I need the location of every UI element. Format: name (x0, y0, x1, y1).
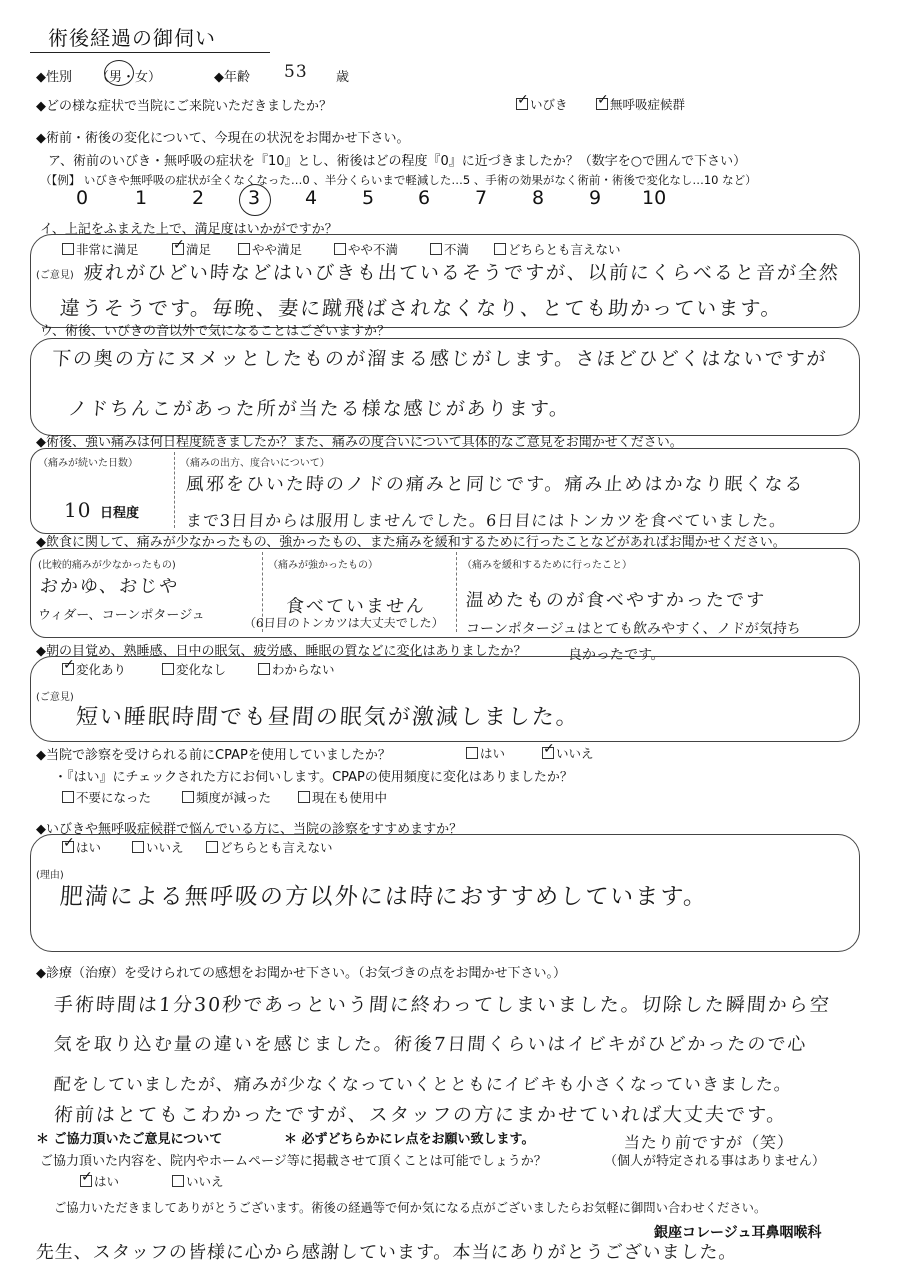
consent-note: （個人が特定される事はありません） (604, 1154, 826, 1169)
satisfaction-option[interactable] (494, 240, 621, 258)
checkbox-checked-icon[interactable] (516, 98, 528, 110)
satisfaction-option[interactable] (172, 240, 211, 258)
option-label: はい (94, 1174, 120, 1189)
scale-row (0, 187, 900, 213)
scale-9[interactable]: 9 (589, 187, 602, 209)
option-label: いいえ (146, 840, 184, 855)
cpap-question: ◆当院で診察を受けられる前にCPAPを使用していましたか？ (36, 748, 391, 763)
sleep-option[interactable] (258, 660, 335, 678)
checkbox-icon[interactable] (62, 791, 74, 803)
gender-options: （男・女） (96, 70, 162, 85)
gender-label: ◆性別 (36, 70, 72, 85)
option-label: いいえ (186, 1174, 224, 1189)
satisfaction-question: イ、上記をふまえた上で、満足度はいかがですか？ (40, 222, 338, 237)
checkbox-checked-icon[interactable] (80, 1175, 92, 1187)
food-col3-label: （痛みを緩和するために行ったこと） (462, 560, 632, 571)
age-label: ◆年齢 (214, 70, 250, 85)
option-label: 変化あり (76, 662, 127, 677)
pain-days-value[interactable]: 10 (64, 498, 92, 522)
recommend-option[interactable] (132, 838, 184, 856)
food-col3-line1[interactable]: 温めたものが食べやすかったです (465, 590, 767, 611)
sleep-question: ◆朝の目覚め、熟睡感、日中の眠気、疲労感、睡眠の質などに変化はありましたか？ (36, 644, 527, 659)
option-label: 変化なし (176, 662, 227, 677)
scale-selection-circle (239, 184, 271, 216)
other-answer-line2[interactable]: ノドちんこがあった所が当たる様な感じがあります。 (67, 398, 571, 420)
change-example: （【例】 いびきや無呼吸の症状が全くなくなった…0 、半分くらいまで軽減した…5 、手術の効果がなく術前・術後で変化なし…10 など） (40, 173, 757, 187)
age-unit: 歳 (336, 70, 350, 85)
consent-header1: ＊ ご協力頂いたご意見について (36, 1132, 223, 1147)
impression-line3[interactable]: 配をしていましたが、痛みが少なくなっていくとともにイビキも小さくなっていきました。 (53, 1075, 793, 1095)
food-divider (456, 552, 457, 632)
pain-answer-line2[interactable]: まで3日目からは服用しませんでした。6日目にはトンカツを食べていました。 (185, 511, 787, 530)
sleep-answer[interactable]: 短い睡眠時間でも昼間の眠気が激減しました。 (74, 705, 581, 730)
checkbox-icon[interactable] (172, 1175, 184, 1187)
pain-divider (174, 452, 175, 528)
scale-3-selected[interactable]: 3 (248, 187, 261, 209)
option-label: やや不満 (348, 242, 399, 257)
symptom-question: ◆どの様な症状で当院にご来院いただきましたか？ (36, 99, 332, 114)
impression-line5[interactable]: 当たり前ですが（笑） (623, 1133, 795, 1152)
gender-circle-mark (104, 60, 134, 86)
food-col1-line2[interactable]: ウィダー、コーンポタージュ (37, 608, 206, 623)
option-label: 不満 (444, 242, 470, 257)
checkbox-icon[interactable] (494, 243, 506, 255)
scale-1[interactable]: 1 (135, 187, 148, 209)
option-label: どちらとも言えない (220, 840, 333, 855)
option-label: 現在も使用中 (312, 790, 388, 805)
consent-yes[interactable] (80, 1172, 119, 1190)
cpap-option[interactable] (182, 788, 271, 806)
food-col2-line1[interactable]: 食べていません (285, 596, 427, 617)
option-label: やや満足 (252, 242, 303, 257)
satisfaction-answer-line1[interactable]: 疲れがひどい時などはいびきも出ているそうですが、以前にくらべると音が全然 (83, 262, 841, 284)
impression-line4[interactable]: 術前はとてもこわかったですが、スタッフの方にまかせていれば大丈夫です。 (53, 1104, 789, 1126)
impression-line1[interactable]: 手術時間は1分30秒であっという間に終わってしまいました。切除した瞬間から空 (53, 994, 832, 1016)
option-label: はい (76, 840, 102, 855)
food-col1-line1[interactable]: おかゆ、おじや (39, 576, 180, 597)
option-label: 満足 (186, 242, 212, 257)
page-title: 術後経過の御伺い (48, 26, 216, 50)
checkbox-checked-icon[interactable] (542, 747, 554, 759)
consent-thanks: ご協力いただきましてありがとうございます。術後の経過等で何か気になる点がございましたらお気軽に御問い合わせください。 (54, 1201, 767, 1215)
change-sub-question: ア、術前のいびき・無呼吸の症状を『10』とし、術後はどの程度『0』に近づきましたか？（数字を○で囲んで下さい） (48, 154, 747, 169)
impression-question: ◆診療（治療）を受けられての感想をお聞かせ下さい。（お気づきの点をお聞かせ下さい。） (36, 966, 566, 981)
pain-answer-line1[interactable]: 風邪をひいた時のノドの痛みと同じです。痛み止めはかなり眠くなる (185, 474, 806, 495)
checkbox-checked-icon[interactable] (62, 841, 74, 853)
age-value[interactable]: 53 (284, 62, 308, 82)
reason-label: (理由) (36, 870, 64, 881)
symptom-option-snoring[interactable] (516, 95, 568, 113)
sleep-option[interactable] (162, 660, 226, 678)
option-label: 非常に満足 (76, 242, 139, 257)
opinion-label: (ご意見) (36, 692, 74, 703)
pain-days-label: （痛みが続いた日数） (38, 458, 138, 469)
recommend-option[interactable] (62, 838, 101, 856)
checkbox-icon[interactable] (62, 243, 74, 255)
food-col3-line2[interactable]: コーンポタージュはとても飲みやすく、ノドが気持ち (465, 621, 802, 637)
satisfaction-option[interactable] (334, 240, 398, 258)
sleep-option[interactable] (62, 660, 126, 678)
pain-days-unit: 日程度 (100, 506, 140, 521)
checkbox-icon[interactable] (238, 243, 250, 255)
title-underline (30, 52, 270, 53)
checkbox-checked-icon[interactable] (172, 243, 184, 255)
cpap-followup: ・『はい』にチェックされた方にお伺いします。CPAPの使用頻度に変化はありましたか？ (54, 770, 573, 785)
scale-8[interactable]: 8 (532, 187, 545, 209)
recommend-option[interactable] (206, 838, 333, 856)
clinic-name: 銀座コレージュ耳鼻咽喉科 (654, 1225, 822, 1241)
closing-message[interactable]: 先生、スタッフの皆様に心から感謝しています。本当にありがとうございました。 (35, 1242, 739, 1263)
other-answer-line1[interactable]: 下の奥の方にヌメッとしたものが溜まる感じがします。さほどひどくはないですが (51, 348, 829, 370)
checkbox-checked-icon[interactable] (62, 663, 74, 675)
checkbox-icon[interactable] (182, 791, 194, 803)
option-label: いいえ (556, 746, 594, 761)
food-question: ◆飲食に関して、痛みが少なかったもの、強かったもの、また痛みを緩和するために行ったことなどがあればお聞かせください。 (36, 535, 786, 550)
checkbox-icon[interactable] (206, 841, 218, 853)
option-label: 無呼吸症候群 (610, 97, 686, 112)
consent-no[interactable] (172, 1172, 224, 1190)
scale-7[interactable]: 7 (475, 187, 488, 209)
other-question: ウ、術後、いびきの音以外で気になることはございますか？ (40, 324, 390, 339)
change-question: ◆術前・術後の変化について、今現在の状況をお聞かせ下さい。 (36, 131, 410, 146)
checkbox-icon[interactable] (132, 841, 144, 853)
checkbox-icon[interactable] (334, 243, 346, 255)
scale-6[interactable]: 6 (418, 187, 431, 209)
opinion-label: (ご意見) (36, 270, 74, 281)
scale-4[interactable]: 4 (305, 187, 318, 209)
cpap-option[interactable] (62, 788, 151, 806)
option-label: いびき (530, 97, 568, 112)
consent-header2: ＊ 必ずどちらかにレ点をお願い致します。 (284, 1132, 535, 1147)
satisfaction-option[interactable] (62, 240, 139, 258)
scale-10[interactable]: 10 (642, 187, 667, 209)
satisfaction-option[interactable] (238, 240, 302, 258)
recommend-answer[interactable]: 肥満による無呼吸の方以外には時におすすめしています。 (58, 884, 710, 910)
cpap-no[interactable] (542, 744, 594, 762)
checkbox-icon[interactable] (298, 791, 310, 803)
option-label: 頻度が減った (196, 790, 272, 805)
consent-question: ご協力頂いた内容を、院内やホームページ等に掲載させて頂くことは可能でしょうか？ (40, 1154, 547, 1169)
recommend-question: ◆いびきや無呼吸症候群で悩んでいる方に、当院の診察をすすめますか？ (36, 822, 463, 837)
food-col2-line2[interactable]: （6日目のトンカツは大丈夫でした） (243, 616, 445, 630)
food-col3-line3[interactable]: 良かったです。 (567, 647, 666, 663)
food-col1-label: (比較的痛みが少なかったもの) (38, 560, 176, 571)
checkbox-checked-icon[interactable] (596, 98, 608, 110)
food-col2-label: （痛みが強かったもの） (268, 560, 378, 571)
impression-line2[interactable]: 気を取り込む量の違いを感じました。術後7日間くらいはイビキがひどかったので心 (53, 1034, 809, 1055)
satisfaction-option[interactable] (430, 240, 469, 258)
scale-2[interactable]: 2 (192, 187, 205, 209)
satisfaction-answer-line2[interactable]: 違うそうです。毎晩、妻に蹴飛ばされなくなり、とても助かっています。 (59, 296, 784, 320)
cpap-yes[interactable] (466, 744, 505, 762)
checkbox-icon[interactable] (162, 663, 174, 675)
pain-question: ◆術後、強い痛みは何日程度続きましたか？また、痛みの度合いについて具体的なご意見をお聞かせください。 (36, 435, 683, 450)
option-label: 不要になった (76, 790, 152, 805)
option-label: はい (480, 746, 506, 761)
option-label: どちらとも言えない (508, 242, 621, 257)
checkbox-icon[interactable] (466, 747, 478, 759)
pain-detail-label: （痛みの出方、度合いについて） (180, 458, 330, 469)
scale-5[interactable]: 5 (362, 187, 375, 209)
option-label: わからない (272, 662, 335, 677)
scale-0[interactable]: 0 (76, 187, 89, 209)
checkbox-icon[interactable] (258, 663, 270, 675)
symptom-option-apnea[interactable] (596, 95, 685, 113)
checkbox-icon[interactable] (430, 243, 442, 255)
cpap-option[interactable] (298, 788, 387, 806)
